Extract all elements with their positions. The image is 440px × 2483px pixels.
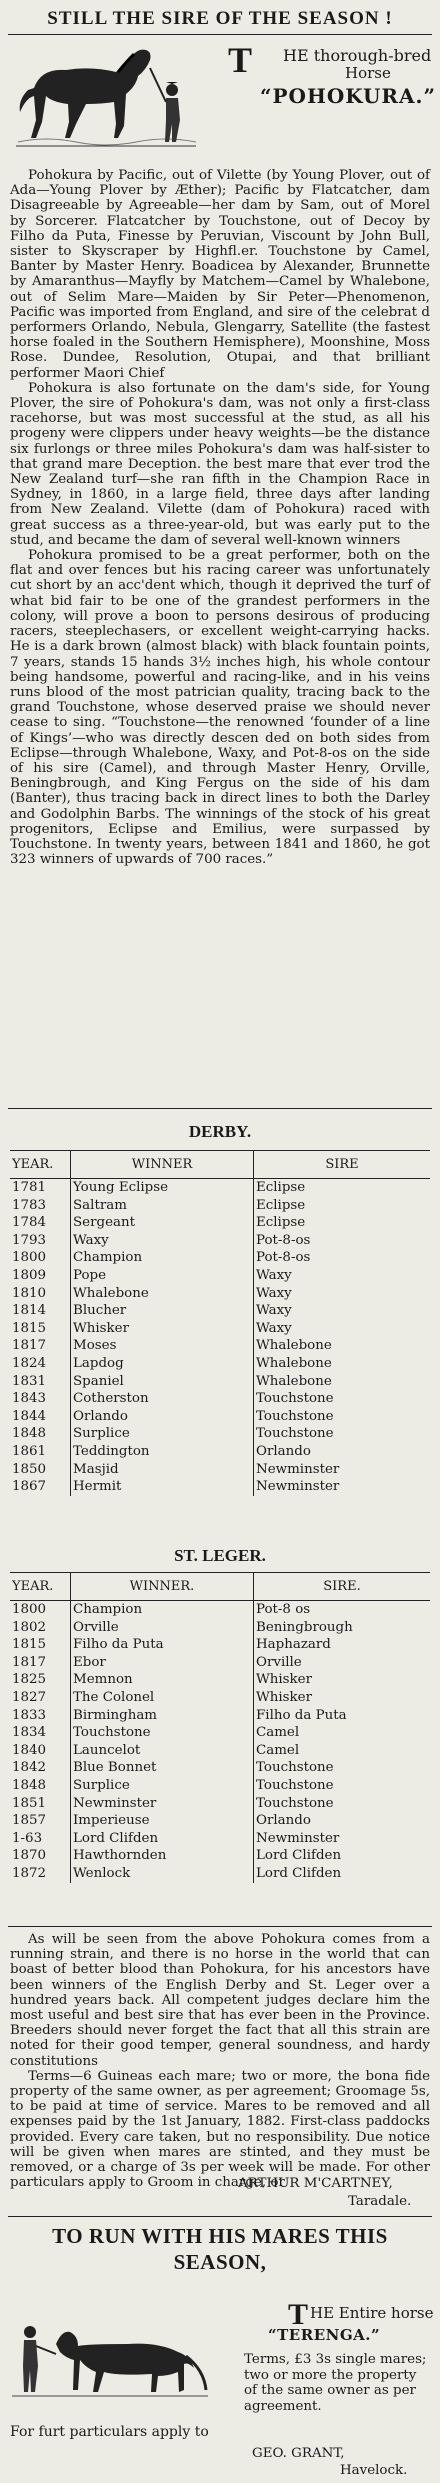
winner-cell: Blue Bonnet bbox=[71, 1759, 254, 1777]
sire-cell: Waxy bbox=[256, 1320, 292, 1336]
sire-cell: Touchstone bbox=[256, 1777, 334, 1793]
year-cell: 1824 bbox=[10, 1355, 71, 1373]
year-cell: 1867 bbox=[10, 1478, 71, 1496]
divider bbox=[8, 2216, 432, 2217]
table-row bbox=[10, 1830, 430, 1848]
sire-cell: Orlando bbox=[256, 1813, 311, 1829]
winner-cell: Blucher bbox=[71, 1302, 254, 1320]
divider bbox=[8, 34, 432, 35]
sire-cell: Touchstone bbox=[256, 1391, 334, 1407]
divider bbox=[8, 1926, 432, 1927]
table-row bbox=[10, 1654, 430, 1672]
sire-cell: Orville bbox=[256, 1654, 302, 1670]
winner-cell: Champion bbox=[71, 1249, 254, 1267]
table-row bbox=[10, 1285, 430, 1303]
table-row bbox=[10, 1724, 430, 1742]
year-cell: 1802 bbox=[10, 1619, 71, 1637]
intro-text: HE Entire horse bbox=[310, 2304, 434, 2322]
table-row bbox=[10, 1425, 430, 1443]
divider bbox=[8, 1108, 432, 1109]
winner-cell: Ebor bbox=[71, 1654, 254, 1672]
table-row bbox=[10, 1636, 430, 1654]
col-winner: WINNER bbox=[71, 1151, 254, 1179]
table-row bbox=[10, 1689, 430, 1707]
table-row bbox=[10, 1777, 430, 1795]
winner-cell: Orville bbox=[71, 1619, 254, 1637]
drop-cap: T bbox=[228, 40, 253, 80]
year-cell: 1793 bbox=[10, 1232, 71, 1250]
sire-cell: Touchstone bbox=[256, 1408, 334, 1424]
sire-cell: Whisker bbox=[256, 1672, 312, 1688]
year-cell: 1840 bbox=[10, 1742, 71, 1760]
winner-cell: Spaniel bbox=[71, 1373, 254, 1391]
year-cell: 1810 bbox=[10, 1285, 71, 1303]
sire-cell: Pot-8-os bbox=[256, 1250, 311, 1266]
groom-leading-horse-engraving bbox=[8, 2296, 213, 2406]
horse-engraving bbox=[6, 38, 201, 158]
sire-cell: Eclipse bbox=[256, 1197, 306, 1213]
winner-cell: The Colonel bbox=[71, 1689, 254, 1707]
sire-cell: Pot-8-os bbox=[256, 1232, 311, 1248]
horse-label: Horse bbox=[345, 64, 391, 82]
table-row bbox=[10, 1320, 430, 1338]
table-row bbox=[10, 1707, 430, 1725]
pedigree-section bbox=[10, 168, 430, 867]
derby-heading: DERBY. bbox=[188, 1122, 252, 1141]
terenga-heading-line2: SEASON, bbox=[173, 2250, 267, 2274]
terenga-heading-line1: TO RUN WITH HIS MARES THIS bbox=[52, 2224, 388, 2248]
year-cell: 1851 bbox=[10, 1795, 71, 1813]
year-cell: 1783 bbox=[10, 1197, 71, 1215]
signature-name: ARTHUR M'CARTNEY, bbox=[238, 2176, 393, 2191]
sire-cell: Lord Clifden bbox=[256, 1865, 342, 1881]
year-cell: 1870 bbox=[10, 1847, 71, 1865]
table-row bbox=[10, 1812, 430, 1830]
closing-section bbox=[10, 1932, 430, 2190]
col-winner: WINNER. bbox=[71, 1573, 254, 1601]
winner-cell: Pope bbox=[71, 1267, 254, 1285]
winner-cell: Young Eclipse bbox=[71, 1179, 254, 1197]
sire-cell: Touchstone bbox=[256, 1760, 334, 1776]
st-leger-header-row bbox=[10, 1573, 430, 1601]
sire-cell: Haphazard bbox=[256, 1637, 331, 1653]
winner-cell: Hermit bbox=[71, 1478, 254, 1496]
winner-cell: Champion bbox=[71, 1601, 254, 1619]
col-sire: SIRE. bbox=[254, 1573, 431, 1601]
pedigree-paragraph: Pohokura by Pacific, out of Vilette (by Young Plover, out of Ada—Young Plover by Æther); Pacific by Flatcatcher, dam Disagreeable by Agreeable—her dam by Sam, out of Morel by Sorcerer. Flatcatcher by Touchstone, out of Decoy by Filho da Puta, Finesse by Peruvian, Viscount by John Bull, sister to Skyscraper by Highfl.er. Touchstone by Camel, Banter by Master Henry. Boadicea by Alexander, Brunnette by Amaranthus—Mayfly by Matchem—Camel by Whalebone, out of Selim Mare—Maiden by Sir Peter—Phenomenon, Pacific was imported from England, and sire of the celebrat d performers Orlando, Nebula, Glengarry, Satellite (the fastest horse foaled in the Southern Hemisphere), Moonshine, Moss Rose. Dundee, Resolution, Otupai, and that brilliant performer Maori Chief bbox=[10, 168, 430, 381]
winner-cell: Moses bbox=[71, 1337, 254, 1355]
winner-cell: Whisker bbox=[71, 1320, 254, 1338]
winner-cell: Surplice bbox=[71, 1425, 254, 1443]
year-cell: 1857 bbox=[10, 1812, 71, 1830]
table-row bbox=[10, 1461, 430, 1479]
year-cell: 1848 bbox=[10, 1425, 71, 1443]
horse-name: “POHOKURA.” bbox=[260, 84, 436, 108]
winner-cell: Cotherston bbox=[71, 1390, 254, 1408]
year-cell: 1817 bbox=[10, 1654, 71, 1672]
winner-cell: Waxy bbox=[71, 1232, 254, 1250]
sire-cell: Touchstone bbox=[256, 1426, 334, 1442]
winner-cell: Lapdog bbox=[71, 1355, 254, 1373]
year-cell: 1800 bbox=[10, 1249, 71, 1267]
sire-cell: Newminster bbox=[256, 1830, 340, 1846]
sire-cell: Eclipse bbox=[256, 1215, 306, 1231]
table-row bbox=[10, 1759, 430, 1777]
year-cell: 1817 bbox=[10, 1337, 71, 1355]
year-cell: 1850 bbox=[10, 1461, 71, 1479]
year-cell: 1809 bbox=[10, 1267, 71, 1285]
winner-cell: Lord Clifden bbox=[71, 1830, 254, 1848]
sire-cell: Whalebone bbox=[256, 1338, 332, 1354]
sire-cell: Orlando bbox=[256, 1443, 311, 1459]
sire-cell: Lord Clifden bbox=[256, 1848, 342, 1864]
winner-cell: Newminster bbox=[71, 1795, 254, 1813]
table-row bbox=[10, 1478, 430, 1496]
year-cell: 1848 bbox=[10, 1777, 71, 1795]
winner-cell: Wenlock bbox=[71, 1865, 254, 1883]
table-row bbox=[10, 1865, 430, 1883]
winner-cell: Hawthornden bbox=[71, 1847, 254, 1865]
year-cell: 1834 bbox=[10, 1724, 71, 1742]
winner-cell: Sergeant bbox=[71, 1214, 254, 1232]
sire-cell: Newminster bbox=[256, 1479, 340, 1495]
table-row bbox=[10, 1302, 430, 1320]
sire-cell: Beningbrough bbox=[256, 1619, 353, 1635]
table-row bbox=[10, 1847, 430, 1865]
terms-paragraph: Terms—6 Guineas each mare; two or more, the bona fide property of the same owner, as per agreement; Groomage 5s, to be paid at time of service. Mares to be removed and all expenses paid by the 1st January, 1882. First-class paddocks provided. Every care taken, but no responsibility. Due notice will be given when mares are stinted, and they must be removed, or a charge of 3s per week will be made. For other particulars apply to Groom in charge, or bbox=[10, 2068, 430, 2191]
col-sire: SIRE bbox=[254, 1151, 431, 1179]
further-particulars: For furt particulars apply to bbox=[10, 2424, 209, 2440]
derby-header-row bbox=[10, 1151, 430, 1179]
year-cell: 1872 bbox=[10, 1865, 71, 1883]
year-cell: 1800 bbox=[10, 1601, 71, 1619]
table-row bbox=[10, 1390, 430, 1408]
winner-cell: Teddington bbox=[71, 1443, 254, 1461]
signature-name: GEO. GRANT, bbox=[252, 2446, 345, 2461]
sire-cell: Newminster bbox=[256, 1461, 340, 1477]
st-leger-table bbox=[10, 1572, 430, 1883]
year-cell: 1815 bbox=[10, 1636, 71, 1654]
winner-cell: Surplice bbox=[71, 1777, 254, 1795]
horse-name: “TERENGA.” bbox=[268, 2326, 381, 2344]
year-cell: 1844 bbox=[10, 1408, 71, 1426]
year-cell: 1815 bbox=[10, 1320, 71, 1338]
table-row bbox=[10, 1267, 430, 1285]
table-row bbox=[10, 1601, 430, 1619]
year-cell: 1814 bbox=[10, 1302, 71, 1320]
sire-cell: Filho da Puta bbox=[256, 1707, 347, 1723]
year-cell: 1833 bbox=[10, 1707, 71, 1725]
table-row bbox=[10, 1337, 430, 1355]
table-row bbox=[10, 1249, 430, 1267]
year-cell: 1825 bbox=[10, 1671, 71, 1689]
sire-cell: Camel bbox=[256, 1742, 300, 1758]
winner-cell: Touchstone bbox=[71, 1724, 254, 1742]
sire-cell: Touchstone bbox=[256, 1795, 334, 1811]
year-cell: 1861 bbox=[10, 1443, 71, 1461]
year-cell: 1-63 bbox=[10, 1830, 71, 1848]
col-year: YEAR. bbox=[10, 1151, 71, 1179]
sire-cell: Waxy bbox=[256, 1267, 292, 1283]
table-row bbox=[10, 1373, 430, 1391]
table-row bbox=[10, 1197, 430, 1215]
st-leger-heading: ST. LEGER. bbox=[174, 1546, 266, 1565]
drop-cap: T bbox=[288, 2298, 309, 2331]
winner-cell: Imperieuse bbox=[71, 1812, 254, 1830]
ad-title: STILL THE SIRE OF THE SEASON ! bbox=[47, 8, 393, 29]
sire-cell: Whalebone bbox=[256, 1373, 332, 1389]
table-row bbox=[10, 1214, 430, 1232]
signature-place: Havelock. bbox=[340, 2463, 408, 2478]
table-row bbox=[10, 1355, 430, 1373]
winner-cell: Launcelot bbox=[71, 1742, 254, 1760]
table-row bbox=[10, 1795, 430, 1813]
winner-cell: Orlando bbox=[71, 1408, 254, 1426]
year-cell: 1843 bbox=[10, 1390, 71, 1408]
winner-cell: Filho da Puta bbox=[71, 1636, 254, 1654]
sire-cell: Eclipse bbox=[256, 1180, 306, 1195]
year-cell: 1842 bbox=[10, 1759, 71, 1777]
year-cell: 1831 bbox=[10, 1373, 71, 1391]
year-cell: 1781 bbox=[10, 1179, 71, 1197]
sire-cell: Pot-8 os bbox=[256, 1602, 311, 1617]
winner-cell: Saltram bbox=[71, 1197, 254, 1215]
table-row bbox=[10, 1742, 430, 1760]
table-row bbox=[10, 1179, 430, 1197]
terms-text: Terms, £3 3s single mares; two or more the property of the same owner as per agreement. bbox=[244, 2352, 427, 2414]
performance-paragraph: Pohokura promised to be a great performer, both on the flat and over fences but his racing career was unfortunately cut short by an acc'dent which, though it deprived the turf of what bid fair to be one of the grandest performers in the colony, will prove a boon to persons desirous of producing racers, steeplechasers, or excellent weight-carrying hacks. He is a dark brown (almost black) with black fountain points, 7 years, stands 15 hands 3½ inches high, his whole contour being handsome, powerful and racing-like, and in his veins runs blood of the most patrician quality, tracing back to the grand Touchstone, whose deserved praise we should never cease to sing. “Touchstone—the renowned ‘founder of a line of Kings’—who was directly descen ded on both sides from Eclipse—through Whalebone, Waxy, and Pot-8-os on the side of his sire (Camel), and through Master Henry, Orville, Beningbrough, and King Fergus on the side of his dam (Banter), thus tracing back in direct lines to both the Darley and Godolphin Barbs. The winnings of the stock of his great progenitors, Eclipse and Emilius, were surpassed by Touchstone. In twenty years, between 1841 and 1860, he got 323 winners of upwards of 700 races.” bbox=[10, 548, 430, 868]
col-year: YEAR. bbox=[10, 1573, 71, 1601]
dam-paragraph: Pohokura is also fortunate on the dam's side, for Young Plover, the sire of Pohokura's dam, was not only a first-class racehorse, but was most successful at the stud, as all his progeny were clippers under heavy weights—be the distance six furlongs or three miles Pohokura's dam was half-sister to that grand mare Deception. the best mare that ever trod the New Zealand turf—she ran fifth in the Champion Race in Sydney, in 1860, in a large field, three days after landing from New Zealand. Vilette (dam of Pohokura) raced with great success as a three-year-old, but was early put to the stud, and became the dam of several well-known winners bbox=[10, 380, 430, 548]
closing-paragraph: As will be seen from the above Pohokura comes from a running strain, and there is no horse in the world that can boast of better blood than Pohokura, for his ancestors have been winners of the English Derby and St. Leger over a hundred years back. All competent judges declare him the most useful and best sire that has ever been in the Province. Breeders should never forget the fact that all this strain are noted for their good temper, general soundness, and hardy constitutions bbox=[10, 1932, 430, 2069]
winner-cell: Birmingham bbox=[71, 1707, 254, 1725]
sire-cell: Waxy bbox=[256, 1303, 292, 1319]
sire-cell: Waxy bbox=[256, 1285, 292, 1301]
year-cell: 1784 bbox=[10, 1214, 71, 1232]
sire-cell: Whalebone bbox=[256, 1355, 332, 1371]
year-cell: 1827 bbox=[10, 1689, 71, 1707]
table-row bbox=[10, 1232, 430, 1250]
table-row bbox=[10, 1408, 430, 1426]
table-row bbox=[10, 1443, 430, 1461]
sire-cell: Whisker bbox=[256, 1689, 312, 1705]
intro-text: HE thorough-bred bbox=[283, 46, 432, 65]
table-row bbox=[10, 1671, 430, 1689]
winner-cell: Memnon bbox=[71, 1671, 254, 1689]
sire-cell: Camel bbox=[256, 1725, 300, 1741]
derby-table bbox=[10, 1150, 430, 1496]
signature-place: Taradale. bbox=[348, 2194, 412, 2209]
winner-cell: Masjid bbox=[71, 1461, 254, 1479]
winner-cell: Whalebone bbox=[71, 1285, 254, 1303]
table-row bbox=[10, 1619, 430, 1637]
